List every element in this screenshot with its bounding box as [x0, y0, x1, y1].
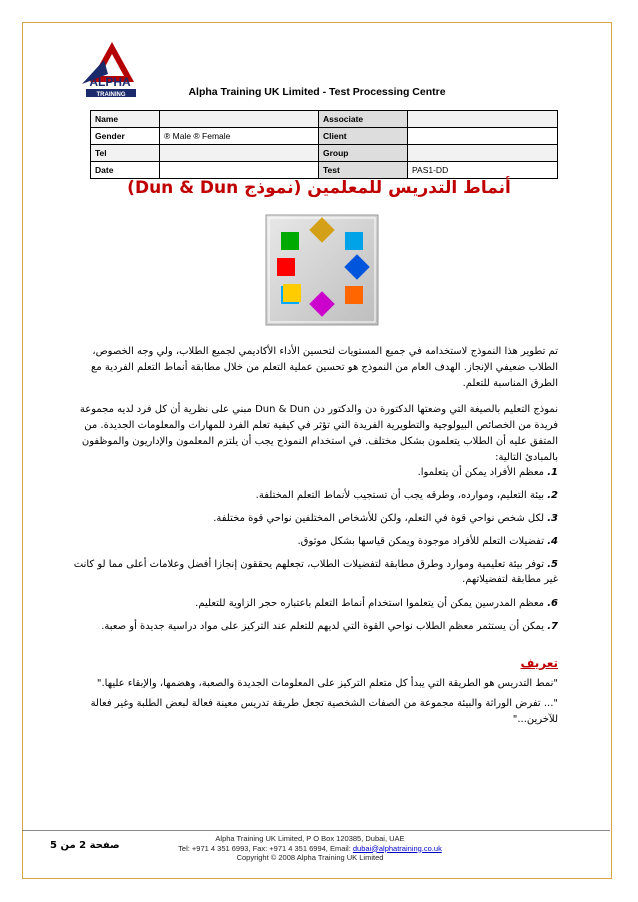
header-title: Alpha Training UK Limited - Test Processing Centre	[188, 86, 446, 98]
square-top-right	[345, 232, 363, 250]
list-item	[70, 465, 558, 480]
alpha-training-logo	[64, 40, 160, 100]
list-text: توفر بيئة تعليمية وموارد وطرق مطابقة لتفضيلات الطلاب، تجعلهم يحققون إنجازا أفضل وعلامات أعلى مما لو كانت غير مطابقة لتفضيلاتهم.	[73, 559, 558, 585]
group-label: Group	[319, 145, 408, 162]
associate-label: Associate	[319, 111, 408, 128]
list-number: 6.	[547, 598, 558, 609]
square-lower-left	[283, 284, 301, 302]
footer-phone-fax: Tel: +971 4 351 6993, Fax: +971 4 351 6994, Email:	[178, 843, 353, 853]
tel-value[interactable]	[160, 145, 319, 162]
list-text: تفضيلات التعلم للأفراد موجودة ويمكن قياسها بشكل موثوق.	[297, 536, 545, 547]
test-label: Test	[319, 162, 408, 179]
footer-address: Alpha Training UK Limited, P O Box 120385, Dubai, UAE	[215, 834, 405, 843]
date-label: Date	[91, 162, 160, 179]
list-number: 1.	[547, 467, 558, 478]
name-label: Name	[91, 111, 160, 128]
footer-divider	[22, 830, 610, 831]
list-number: 4.	[547, 536, 558, 547]
intro-paragraph: تم تطوير هذا النموذج لاستخدامه في جميع المستويات لتحسين الأداء الأكاديمي لجميع الطلاب، ولي وجه الخصوص، الطلاب ضعيفي الإنجاز. الهدف العام من النموذج هو تحسين عملية التعلم من خلال مطابقة أنماط التعلم الفردية مع الطرق المناسبة للتعلم.	[91, 346, 558, 389]
footer-copyright: Copyright © 2008 Alpha Training UK Limited	[236, 853, 384, 862]
learning-styles-diagram	[265, 214, 379, 326]
footer-contact	[150, 844, 470, 854]
client-value[interactable]	[408, 128, 558, 145]
candidate-info-table	[90, 110, 558, 179]
group-value[interactable]	[408, 145, 558, 162]
date-value[interactable]	[160, 162, 319, 179]
name-value[interactable]	[160, 111, 319, 128]
list-item	[70, 534, 558, 549]
list-number: 3.	[547, 513, 558, 524]
list-item	[70, 511, 558, 526]
list-text: بيئة التعليم، وموارده، وطرقه يجب أن تستجيب لأنماط التعلم المختلفة.	[255, 490, 545, 501]
document-title: أنماط التدريس للمعلمين (نموذج Dun & Dun)	[127, 178, 511, 198]
gender-value[interactable]: ® Male ® Female	[160, 128, 319, 145]
gender-label: Gender	[91, 128, 160, 145]
table-row	[91, 145, 558, 162]
table-row	[91, 128, 558, 145]
footer	[150, 834, 470, 863]
square-bottom-right	[345, 286, 363, 304]
list-text: لكل شخص نواحي قوة في التعلم، ولكن للأشخاص المختلفين نواحي قوة مختلفة.	[213, 513, 545, 524]
logo-text: ALPHA	[89, 75, 131, 89]
model-paragraph: نموذج التعليم بالصيغة التي وضعتها الدكتورة دن والدكتور دن Dun & Dun مبني على نظرية أن كل فرد لديه مجموعة فريدة من الخصائص البيولوجية والتطويرية الفريدة التي تؤثر في كيفية تعلم الفرد للمهارات والمعلومات الجديدة. من المتفق عليه أن الطلاب يتعلمون بشكل مختلف. في استخدام النموذج يجب أن يلتزم المعلمون والإداريون والموظفون بالمبادئ التالية:	[79, 404, 558, 463]
square-left	[277, 258, 295, 276]
client-label: Client	[319, 128, 408, 145]
page-number: صفحة 2 من 5	[50, 840, 120, 851]
list-item	[70, 557, 558, 587]
list-text: يمكن أن يستثمر معظم الطلاب نواحي القوة التي لديهم للتعلم عند التركيز على مواد دراسية جديدة أو صعبة.	[101, 621, 545, 632]
table-row	[91, 162, 558, 179]
associate-value[interactable]	[408, 111, 558, 128]
square-top-left	[281, 232, 299, 250]
email-link[interactable]: dubai@alphatraining.co.uk	[352, 843, 442, 853]
list-number: 7.	[547, 621, 558, 632]
list-number: 5.	[547, 559, 558, 570]
list-text: معظم المدرسين يمكن أن يتعلموا استخدام أنماط التعلم باعتباره حجر الزاوية للتعليم.	[195, 598, 545, 609]
list-item	[70, 619, 558, 634]
list-text: معظم الأفراد يمكن أن يتعلموا.	[417, 467, 545, 478]
definition-quote-1: "نمط التدريس هو الطريقة التي يبدأ كل متعلم التركيز على المعلومات الجديدة والصعبة، وهضمها، والإبقاء عليها."	[96, 678, 558, 689]
list-item	[70, 488, 558, 503]
test-value: PAS1-DD	[408, 162, 558, 179]
list-item	[70, 596, 558, 611]
list-number: 2.	[547, 490, 558, 501]
tel-label: Tel	[91, 145, 160, 162]
table-row	[91, 111, 558, 128]
definition-quote-2: "... تفرض الوراثة والبيئة مجموعة من الصفات الشخصية تجعل طريقة تدريس معينة فعالة لبعض الطلبة وغير فعالة للآخرين..."	[90, 698, 558, 725]
logo-subtext: TRAINING	[96, 92, 126, 98]
definition-title: تعريف	[520, 656, 558, 670]
